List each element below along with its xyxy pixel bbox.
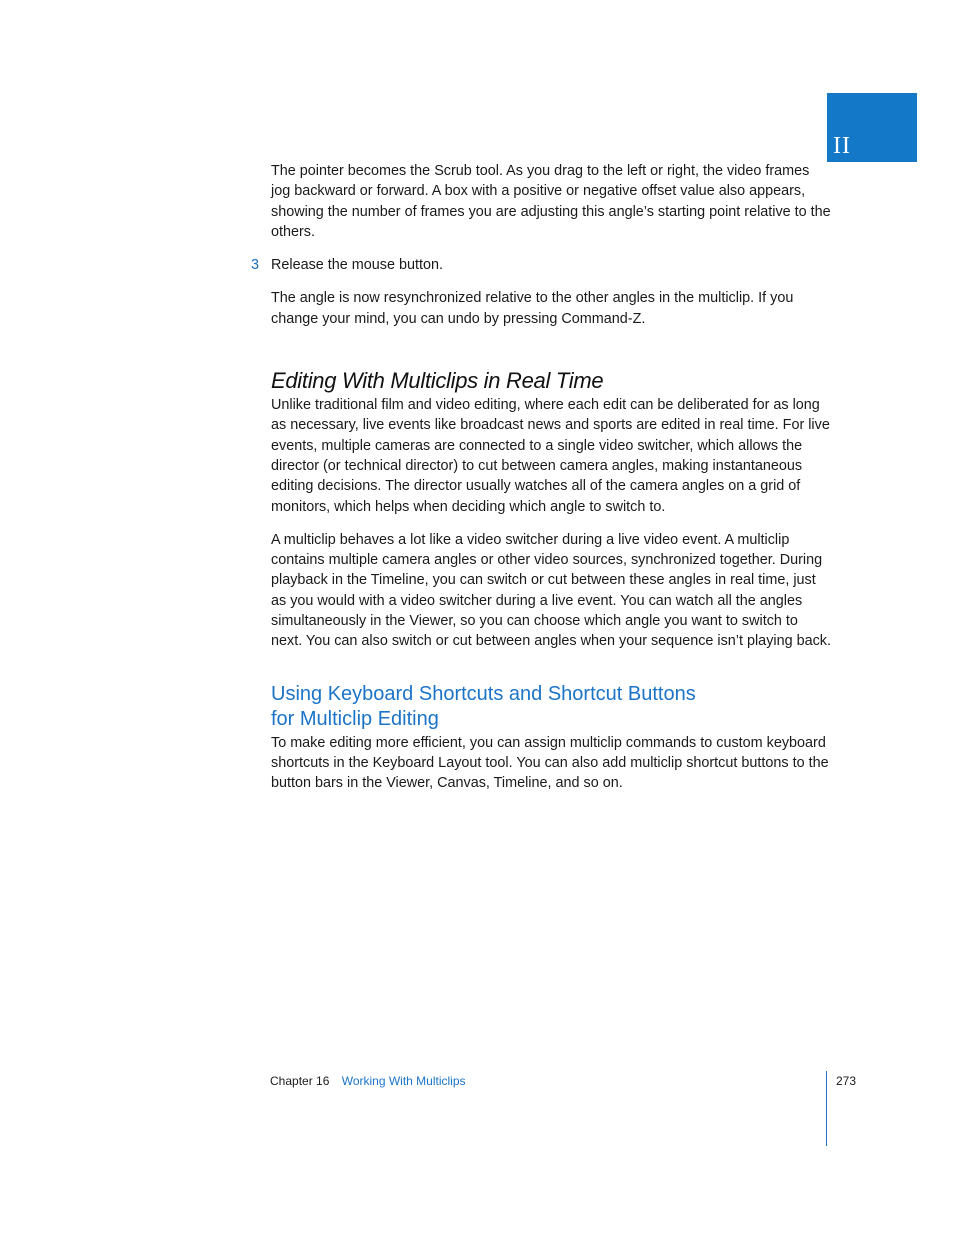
- step-text: Release the mouse button.: [271, 257, 443, 274]
- paragraph-multiclip-switcher: A multiclip behaves a lot like a video switcher during a live video event. A multiclip contains multiple camera angles or other video sources, synchronized together. During playback in the Timeline, you can switch or cut between these angles in real time, just as you would with a video switcher during a live event. You can watch all the angles simultaneously in the Viewer, so you can choose which angle you want to switch to next. You can also switch or cut between angles when your sequence isn’t playing back.: [271, 531, 831, 650]
- step-item: [251, 255, 831, 275]
- page-footer: [270, 1073, 466, 1089]
- page-content: [251, 161, 831, 807]
- paragraph-scrub-tool: The pointer becomes the Scrub tool. As you drag to the left or right, the video frames jog backward or forward. A box with a positive or negative offset value also appears, showing the number of frames you are adjusting this angle’s starting point relative to the others.: [271, 163, 831, 240]
- paragraph-realtime-intro: Unlike traditional film and video editing, where each edit can be deliberated for as long as necessary, live events like broadcast news and sports are edited in real time. For live events, multiple cameras are connected to a single video switcher, which allows the director (or technical director) to cut between camera angles, making instantaneous editing decisions. The director usually watches all of the camera angles on a grid of monitors, which helps when deciding which angle to switch to.: [271, 397, 830, 515]
- subsection-heading: [271, 682, 831, 732]
- footer-chapter-label: Chapter 16: [270, 1074, 330, 1088]
- subsection-heading-line-2: for Multiclip Editing: [271, 707, 439, 730]
- part-tab: [827, 93, 917, 162]
- part-numeral: II: [833, 133, 851, 159]
- subsection-heading-line-1: Using Keyboard Shortcuts and Shortcut Buttons: [271, 682, 696, 705]
- step-number: 3: [251, 257, 260, 274]
- footer-chapter-title: Working With Multiclips: [341, 1074, 466, 1088]
- footer-divider: [826, 1071, 827, 1146]
- paragraph-shortcuts: To make editing more efficient, you can assign multiclip commands to custom keyboard shortcuts in the Keyboard Layout tool. You can also add multiclip shortcut buttons to the button bars in the Viewer, Canvas, Timeline, and so on.: [271, 734, 829, 792]
- page-number: 273: [836, 1074, 857, 1088]
- section-heading: Editing With Multiclips in Real Time: [271, 368, 604, 394]
- paragraph-resynchronized: The angle is now resynchronized relative to the other angles in the multiclip. If you change your mind, you can undo by pressing Command-Z.: [271, 290, 794, 327]
